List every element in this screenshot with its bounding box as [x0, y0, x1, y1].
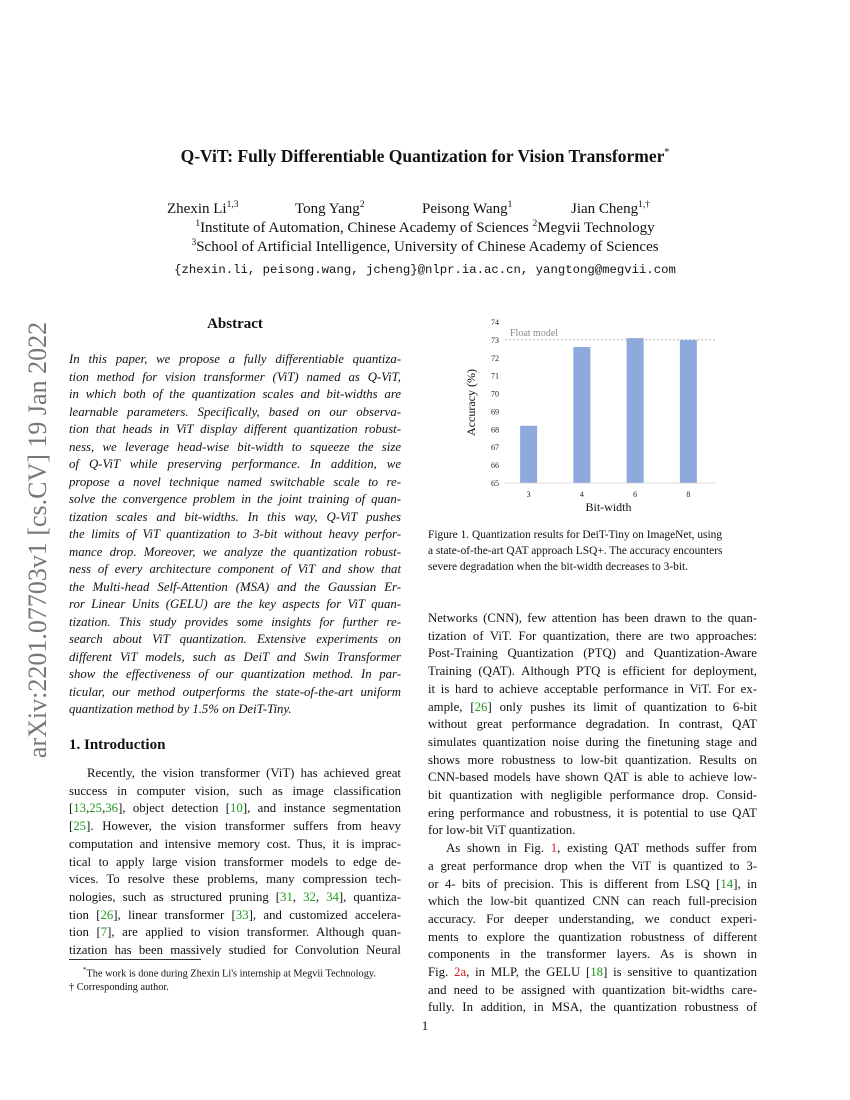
y-tick-label: 74 — [491, 318, 499, 327]
text: ] only pushes its limit of quantization to 6-bit — [487, 699, 757, 714]
intro-line: nologies, such as structured pruning [31, 32, 34], quantiza- — [69, 889, 401, 904]
arxiv-identifier-stamp: arXiv:2201.07703v1 [cs.CV] 19 Jan 2022 — [23, 321, 52, 759]
intro-line — [69, 907, 401, 925]
body-line: shows more robustness to low-bit quantization. Results on — [428, 752, 757, 767]
y-tick-label: 69 — [491, 407, 499, 417]
intro-line: [13,25,36], object detection [10], and instance segmentation — [69, 801, 401, 816]
footnote-text: The work is done during Zhexin Li's internship at Megvii Technology. — [86, 968, 376, 980]
body-line — [428, 840, 757, 858]
footnotes — [69, 963, 409, 995]
abstract-line: the limits of ViT quantization to 3-bit without heavy perfor- — [69, 527, 401, 541]
y-tick-label: 73 — [491, 335, 499, 345]
text: ], in — [733, 876, 757, 891]
intro-line: Recently, the vision transformer (ViT) has achieved great — [87, 766, 401, 780]
affiliation-text: Institute of Automation, Chinese Academy of Sciences — [200, 220, 533, 236]
citation-link[interactable]: 18 — [590, 965, 604, 980]
text: ], and instance segmentation — [242, 801, 401, 816]
abstract-line: ness of every architecture component of ViT and show that — [69, 562, 401, 576]
y-tick-label: 66 — [491, 461, 499, 471]
caption-line: Figure 1. Quantization results for DeiT-Tiny on ImageNet, using — [428, 529, 723, 541]
caption-line: a state-of-the-art QAT approach LSQ+. The accuracy encounters — [428, 545, 723, 557]
body-line: CNN-based models have shown QAT is able to achieve low- — [428, 770, 757, 785]
citation-link[interactable]: 34 — [326, 889, 339, 904]
float-model-label: Float model — [510, 327, 559, 339]
author-4 — [571, 200, 650, 218]
bar-bitwidth-8 — [680, 340, 697, 483]
footnote-work — [69, 963, 409, 981]
text: ] is sensitive to quantization — [603, 965, 757, 980]
abstract-line: ticular, our method outperforms the state-of-the-art uniform — [69, 684, 401, 699]
text: , existing QAT methods suffer from — [557, 841, 757, 856]
body-line: Post-Training Quantization (PTQ) and Quantization-Aware — [428, 646, 757, 661]
citation-link[interactable]: 32 — [303, 889, 316, 904]
body-line: ments to explore the quantization robustness of different — [428, 929, 757, 944]
text: ], are applied to vision transformer. Although quan- — [107, 925, 401, 940]
author-2 — [295, 200, 365, 218]
footnote-mark: * — [83, 966, 87, 974]
text: tion [ — [69, 907, 101, 922]
citation-link[interactable]: 10 — [230, 801, 243, 816]
abstract-line: learnable parameters. Specifically, based on our observa- — [69, 404, 401, 419]
y-tick-label: 71 — [491, 371, 499, 381]
citation-link[interactable]: 25 — [73, 819, 87, 834]
intro-line: success in computer vision, such as image classification — [69, 783, 401, 798]
affiliation-line-1 — [0, 219, 850, 237]
text: Fig. — [428, 965, 455, 980]
abstract-line: the Multi-head Self-Attention (MSA) and the Gaussian Er- — [69, 579, 401, 594]
text: ], object detection [ — [118, 801, 231, 816]
citation-link[interactable]: 26 — [474, 699, 488, 714]
y-tick-label: 65 — [491, 479, 499, 488]
author-sup: 1 — [507, 200, 513, 210]
page-number: 1 — [421, 1018, 429, 1033]
abstract-line: tization. This study provides some insights for further re- — [69, 614, 401, 629]
body-line: which the low-bit quantized CNN can reach full-precision — [428, 894, 757, 909]
text: As shown in Fig. — [446, 841, 551, 856]
text: ], and customized accelera- — [248, 907, 401, 922]
abstract-line: solve the convergence problem in the joint training of quan- — [69, 492, 401, 506]
bar-bitwidth-4 — [573, 347, 590, 483]
abstract-line: of Q-ViT while preserving performance. In addition, we — [69, 457, 401, 471]
affiliation-sup: 1 — [195, 219, 201, 229]
body-line: and need to be assigned with quantization bit-widths care- — [428, 982, 757, 997]
x-axis-label: Bit-width — [585, 500, 632, 514]
text: [ — [69, 819, 74, 834]
footnote-divider — [69, 959, 201, 960]
text: [ — [69, 801, 74, 816]
abstract-body — [69, 351, 401, 719]
bars — [520, 338, 697, 483]
footnote-corresponding: † Corresponding author. — [69, 982, 169, 994]
citation-link[interactable]: 36 — [105, 801, 119, 816]
intro-line: tical to apply large vision transformer models to edge de- — [69, 854, 401, 869]
intro-line — [69, 924, 401, 942]
figure-link[interactable]: 2a — [454, 965, 467, 980]
body-line: for low-bit ViT quantization. — [428, 823, 576, 838]
caption-line: severe degradation when the bit-width decreases to 3-bit. — [428, 561, 688, 573]
citation-link[interactable]: 31 — [280, 889, 293, 904]
citation-link[interactable]: 13 — [73, 801, 87, 816]
intro-line: vices. To resolve these problems, many compression tech- — [69, 872, 401, 887]
figure-link[interactable]: 1 — [550, 841, 558, 856]
author-name: Peisong Wang — [422, 201, 508, 217]
y-tick-label: 70 — [491, 389, 499, 399]
affiliation-sup: 2 — [532, 219, 538, 229]
abstract-line: ness, we leverage head-wise bit-width to squeeze the size — [69, 439, 401, 454]
abstract-line: show the effectiveness of our quantization method. In par- — [69, 667, 401, 681]
affiliation-text: School of Artificial Intelligence, University of Chinese Academy of Sciences — [196, 239, 659, 255]
y-axis — [491, 318, 499, 488]
body-line: it is hard to achieve acceptable performance in ViT. For ex- — [428, 681, 757, 696]
author-name: Tong Yang — [295, 201, 360, 217]
bar-bitwidth-6 — [627, 338, 644, 483]
author-emails: {zhexin.li, peisong.wang, jcheng}@nlpr.ia.ac.cn, yangtong@megvii.com — [174, 263, 676, 277]
text: tion [ — [69, 925, 101, 940]
right-column-body — [428, 610, 757, 1017]
body-line: a great performance drop when the ViT is quantized to 3- — [428, 858, 757, 873]
citation-link[interactable]: 7 — [100, 925, 108, 940]
abstract-line: tion method for vision transformer (ViT) named as Q-ViT, — [69, 369, 401, 384]
body-line: tization of ViT. For quantization, there are two approaches: — [428, 628, 757, 643]
bar-bitwidth-3 — [520, 426, 537, 483]
introduction-heading: 1. Introduction — [69, 737, 166, 753]
author-name: Zhexin Li — [167, 201, 227, 217]
abstract-line: mance drop. Moreover, we analyze the quantization robust- — [69, 544, 401, 559]
author-name: Jian Cheng — [571, 201, 639, 217]
x-axis — [504, 483, 715, 499]
citation-link[interactable]: 14 — [720, 876, 734, 891]
author-sup: 2 — [359, 200, 365, 210]
title-footnote-mark: * — [664, 147, 670, 159]
abstract-line: propose a novel technique named switchable scale to re- — [69, 474, 401, 489]
x-tick-label: 3 — [526, 490, 531, 499]
text: ample, [ — [428, 699, 475, 714]
text: or 4- bits of precision. This is different from LSQ [ — [428, 876, 721, 891]
text: nologies, such as structured pruning [ — [69, 889, 281, 904]
y-tick-label: 72 — [491, 353, 499, 363]
intro-line — [69, 818, 401, 836]
figure-1-chart — [440, 312, 720, 522]
body-line: without great performance degradation. In contrast, QAT — [428, 717, 757, 732]
y-tick-label: 67 — [491, 443, 499, 453]
author-1 — [167, 200, 238, 218]
abstract-heading: Abstract — [207, 316, 263, 332]
figure-1-caption — [428, 527, 758, 575]
body-line: simulates quantization noise during the finetuning stage and — [428, 734, 757, 749]
author-sup: 1,3 — [226, 200, 239, 210]
body-line: bit quantization with negligible performance drop. Consid- — [428, 788, 757, 803]
body-line — [428, 699, 757, 717]
text: ]. However, the vision transformer suffers from heavy — [86, 819, 401, 834]
abstract-line: ror Linear Units (GELU) are the key aspects for ViT quan- — [69, 597, 401, 611]
text: ], linear transformer [ — [113, 907, 236, 922]
abstract-line: in which both of the quantization scales and bit-widths are — [69, 387, 401, 401]
y-axis-label: Accuracy (%) — [464, 369, 478, 436]
author-3 — [422, 200, 512, 218]
y-tick-label: 68 — [491, 425, 499, 435]
affiliation-sup: 3 — [191, 238, 197, 248]
abstract-line: quantization method by 1.5% on DeiT-Tiny. — [69, 702, 292, 716]
paper-title — [0, 146, 850, 167]
abstract-line: search about ViT quantization. Extensive experiments on — [69, 632, 401, 646]
body-line — [428, 876, 757, 894]
title-text: Q-ViT: Fully Differentiable Quantization for Vision Transformer — [180, 146, 665, 166]
body-line: components in the transformer layers. As is shown in — [428, 947, 757, 962]
introduction-body — [69, 765, 401, 960]
intro-line: computation and intensive memory cost. Thus, it is imprac- — [69, 836, 401, 851]
x-tick-label: 6 — [633, 490, 638, 499]
body-line: ering performance and robustness, it is potential to use QAT — [428, 805, 757, 820]
body-line: fully. In addition, in MSA, the quantization robustness of — [428, 1000, 757, 1015]
text: ], quantiza- — [338, 889, 401, 904]
affiliation-text: Megvii Technology — [537, 220, 655, 236]
body-line: Training (QAT). Although PTQ is efficient for deployment, — [428, 664, 757, 679]
x-tick-label: 8 — [686, 490, 691, 499]
abstract-line: different ViT models, such as DeiT and Swin Transformer — [69, 649, 401, 664]
body-line: Networks (CNN), few attention has been drawn to the quan- — [428, 611, 757, 625]
citation-link[interactable]: 25 — [89, 801, 103, 816]
intro-line: tization has been massively studied for Convolution Neural — [69, 943, 401, 958]
abstract-line: tion that heads in ViT display different quantization robust- — [69, 422, 401, 436]
body-line — [428, 964, 757, 982]
affiliation-line-2 — [0, 238, 850, 256]
x-tick-label: 4 — [579, 490, 584, 499]
citation-link[interactable]: 26 — [100, 907, 114, 922]
abstract-line: tization scales and bit-widths. In this way, Q-ViT pushes — [69, 509, 401, 524]
body-line: accuracy. For deeper understanding, we conduct experi- — [428, 911, 757, 926]
citation-link[interactable]: 33 — [235, 907, 249, 922]
abstract-line: In this paper, we propose a fully differentiable quantiza- — [69, 352, 401, 366]
text: , in MLP, the GELU [ — [466, 965, 591, 980]
author-sup: 1,† — [638, 200, 650, 210]
